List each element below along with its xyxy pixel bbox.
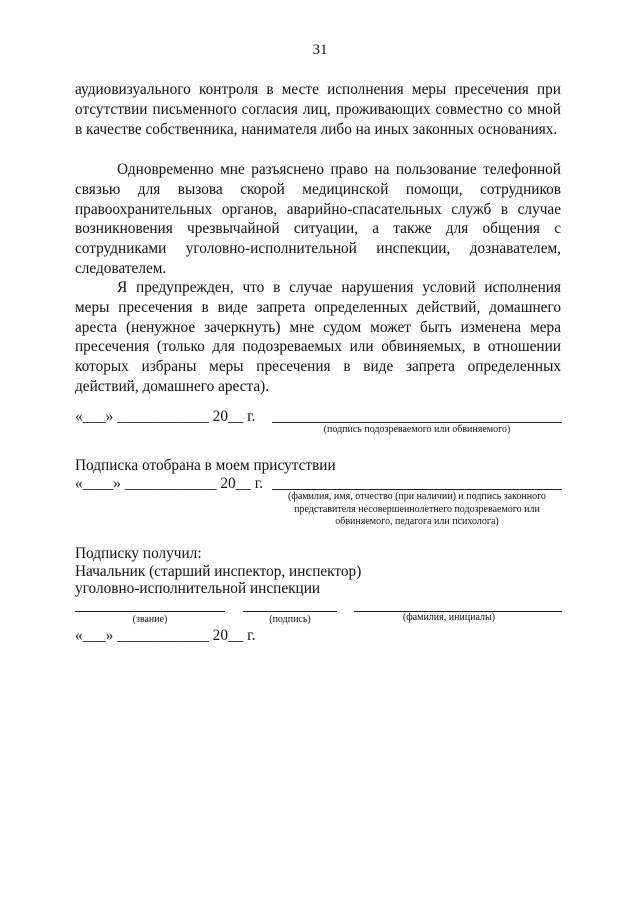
signature-line-2 [272, 489, 562, 490]
witness-heading: Подписка отобрана в моем присутствии [75, 457, 336, 474]
rank-line [75, 611, 225, 612]
signature-caption-2: (фамилия, имя, отчество (при наличии) и подпись законного представителя несовершеннолетнего подозреваемого или обвиняемого, педагога или психолога) [288, 491, 546, 527]
signature-line-1 [272, 422, 562, 423]
inspection-name: уголовно-исполнительной инспекции [75, 580, 321, 597]
paragraph-warning: Я предупрежден, что в случае нарушения условий исполнения меры пресечения в виде запрета определенных действий, домашнего ареста (ненужное зачеркнуть) мне судом может быть изменена мера пресечения (только для подозреваемых или обвиняемых, в отношении которых избраны меры пресечения в виде запрета определенных действий, домашнего ареста). [75, 279, 561, 395]
signature-line-3 [243, 611, 337, 612]
date-line-2: «____» ____________ 20__ г. [75, 475, 264, 492]
paragraph-continuation: аудиовизуального контроля в месте исполнения меры пресечения при отсутствии письменного согласия лиц, проживающих совместно со мной в качестве собственника, нанимателя либо на иных законных основаниях. [75, 81, 561, 138]
inspector-title: Начальник (старший инспектор, инспектор) [75, 563, 362, 580]
date-line-3: «___» ____________ 20__ г. [75, 627, 256, 644]
rank-caption: (звание) [132, 614, 168, 625]
signature-caption-1: (подпись подозреваемого или обвиняемого) [323, 424, 511, 435]
date-line-1: «___» ____________ 20__ г. [75, 408, 256, 425]
signature-caption-3: (подпись) [269, 614, 311, 625]
paragraph-phone-rights: Одновременно мне разъяснено право на пользование телефонной связью для вызова скорой медицинской помощи, сотрудников правоохранительных органов, аварийно-спасательных служб в случае возникновения чрезвычайной ситуации, а также для общения с сотрудниками уголовно-исполнительной инспекции, дознавателем, следователем. [75, 161, 561, 277]
received-label: Подписку получил: [75, 545, 202, 562]
page-number: 31 [312, 42, 328, 58]
name-caption: (фамилия, инициалы) [402, 612, 496, 623]
